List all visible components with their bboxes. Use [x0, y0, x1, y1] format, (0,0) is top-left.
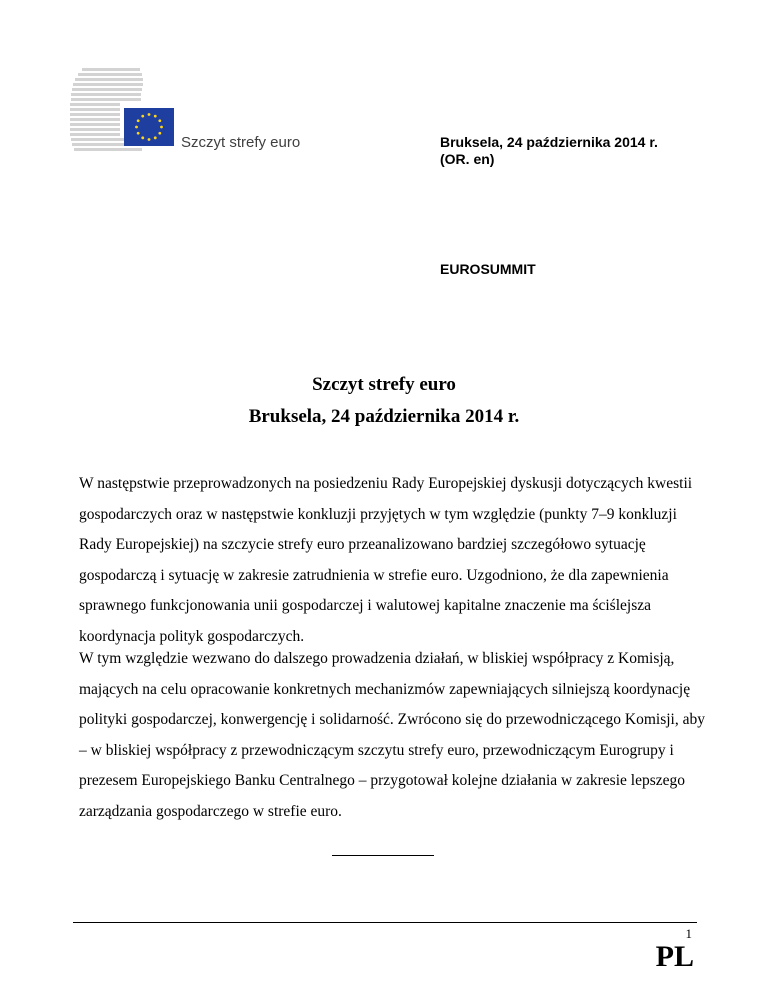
place-date: Bruksela, 24 października 2014 r. [440, 134, 658, 150]
language-code: PL [655, 940, 694, 973]
flag-star [148, 113, 151, 116]
body-paragraph-2: W tym względzie wezwano do dalszego prowadzenia działań, w bliskiej współpracy z Komisją, mających na celu opracowanie konkretnych mechanizmów zapewniających silniejszą koordynację polityki gospodarczej, konwergencję i solidarność. Zwrócono się do przewodniczącego Komisji, aby – w bliskiej współpracy z przewodniczącym szczytu strefy euro, przewodniczącym Eurogrupy i prezesem Europejskiego Banku Centralnego – przygotował kolejne działania w zakresie lepszego zarządzania gospodarczego w strefie euro. [79, 650, 705, 820]
eu-flag-icon [70, 68, 178, 156]
flag-star [154, 115, 157, 118]
page-number: 1 [685, 926, 692, 941]
original-language: (OR. en) [440, 151, 495, 167]
eu-council-logo [70, 68, 178, 156]
document-code: EUROSUMMIT [440, 261, 536, 277]
flag-star [137, 119, 140, 122]
flag-star [160, 126, 163, 129]
flag-star [158, 119, 161, 122]
body-paragraph-1: W następstwie przeprowadzonych na posiedzeniu Rady Europejskiej dyskusji dotyczących kwestii gospodarczych oraz w następstwie konkluzji przyjętych w tym względzie (punkty 7–9 konkluzji Rady Europejskiej) na szczycie strefy euro przeanalizowano bardziej szczegółowo sytuację gospodarczą i sytuację w zakresie zatrudnienia w strefie euro. Uzgodniono, że dla zapewnienia sprawnego funkcjonowania unii gospodarczej i walutowej kapitalne znaczenie ma ściślejsza koordynacja polityk gospodarczych. [79, 475, 693, 645]
document-title [0, 369, 768, 433]
title-line-1: Szczyt strefy euro [312, 374, 456, 395]
header-meta [440, 134, 658, 168]
flag-star [148, 138, 151, 141]
flag-star [137, 132, 140, 135]
end-divider [332, 855, 434, 856]
logo-label: Szczyt strefy euro [181, 134, 301, 151]
flag-star [154, 136, 157, 139]
title-line-2: Bruksela, 24 października 2014 r. [248, 406, 520, 427]
flag-star [158, 132, 161, 135]
flag-star [141, 136, 144, 139]
flag-star [141, 115, 144, 118]
flag-star [135, 126, 138, 129]
footer-divider [73, 922, 697, 923]
